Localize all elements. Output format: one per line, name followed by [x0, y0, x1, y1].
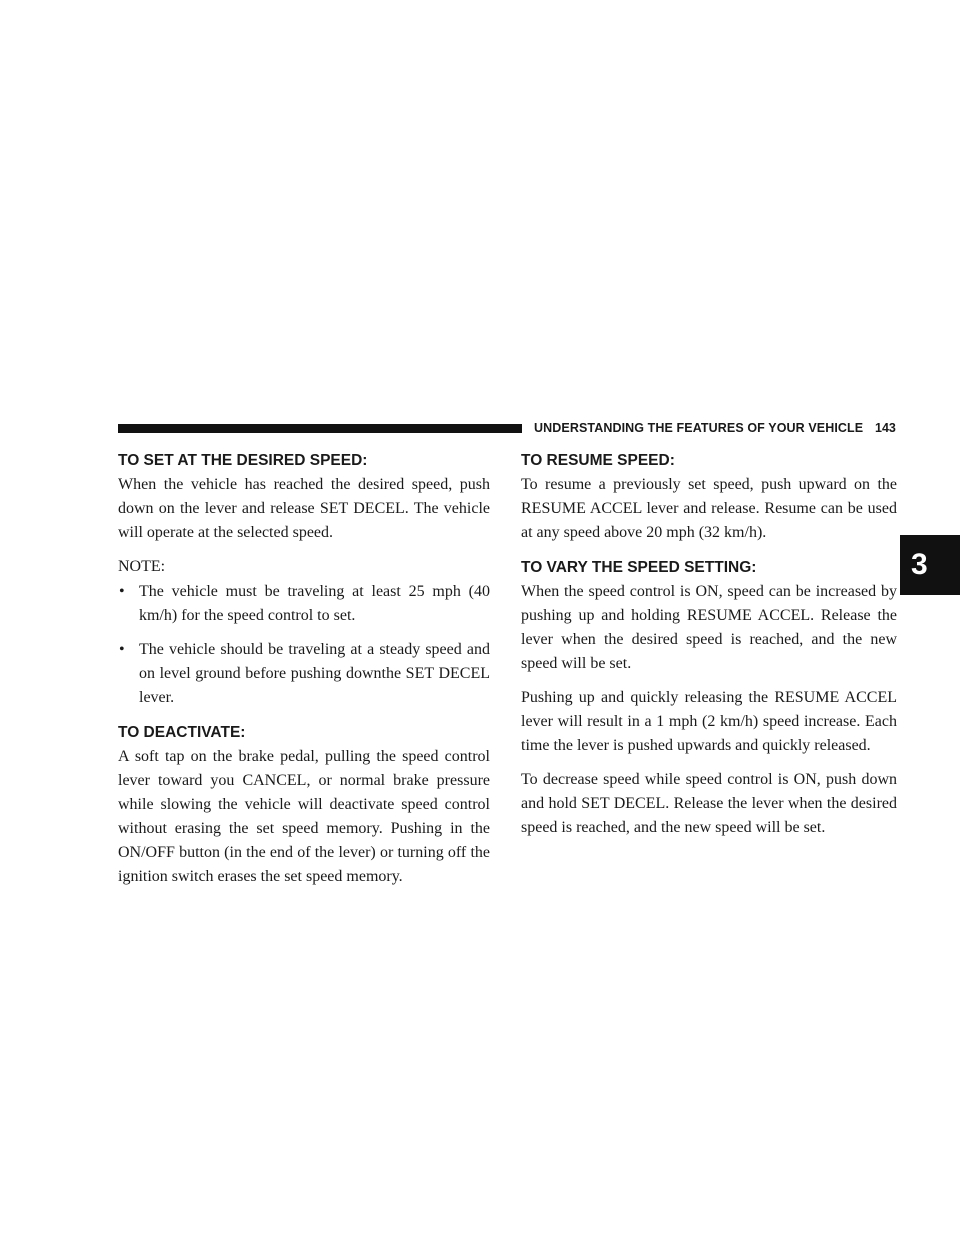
note-label: NOTE: [118, 558, 166, 575]
paragraph-set-speed: When the vehicle has reached the desired speed, push down on the lever and release SET DECEL. The vehicle will operate at the selected speed. [118, 476, 490, 541]
paragraph-deactivate: A soft tap on the brake pedal, pulling the speed control lever toward you CANCEL, or normal brake pressure while slowing the vehicle will deactivate speed control without erasing the set speed memory. Pushing in the ON/OFF button (in the end of the lever) or turning off the ignition switch erases the set speed memory. [118, 748, 490, 885]
heading-vary-speed: TO VARY THE SPEED SETTING: [521, 559, 757, 576]
heading-deactivate: TO DEACTIVATE: [118, 724, 246, 741]
running-header-title: UNDERSTANDING THE FEATURES OF YOUR VEHICLE [534, 421, 864, 435]
chapter-tab [900, 535, 960, 595]
note-bullet-list [118, 580, 490, 710]
bullet-glyph: • [119, 583, 125, 600]
section-set-speed [118, 452, 490, 710]
note-bullet-item [118, 638, 490, 710]
section-deactivate [118, 724, 490, 889]
right-column [521, 452, 897, 850]
paragraph-resume: To resume a previously set speed, push upward on the RESUME ACCEL lever and release. Resume can be used at any speed above 20 mph (32 km/h). [521, 476, 897, 541]
bullet-glyph: • [119, 641, 125, 658]
note-bullet-text: The vehicle should be traveling at a steady speed and on level ground before pushing downthe SET DECEL lever. [139, 641, 490, 706]
section-vary-speed [521, 559, 897, 840]
paragraph-vary-1: When the speed control is ON, speed can be increased by pushing up and holding RESUME ACCEL. Release the lever when the desired speed is reached, and the new speed will be set. [521, 583, 897, 672]
paragraph-vary-3: To decrease speed while speed control is ON, push down and hold SET DECEL. Release the lever when the desired speed is reached, and the new speed will be set. [521, 771, 897, 836]
left-column [118, 452, 490, 899]
heading-set-speed: TO SET AT THE DESIRED SPEED: [118, 452, 368, 469]
chapter-number: 3 [911, 548, 928, 581]
section-resume [521, 452, 897, 545]
heading-resume: TO RESUME SPEED: [521, 452, 675, 469]
note-bullet-item [118, 580, 490, 628]
header-bar [118, 424, 522, 433]
note-bullet-text: The vehicle must be traveling at least 25 mph (40 km/h) for the speed control to set. [139, 583, 490, 624]
paragraph-vary-2: Pushing up and quickly releasing the RESUME ACCEL lever will result in a 1 mph (2 km/h) speed increase. Each time the lever is pushed upwards and quickly released. [521, 689, 897, 754]
page-number: 143 [875, 421, 896, 435]
